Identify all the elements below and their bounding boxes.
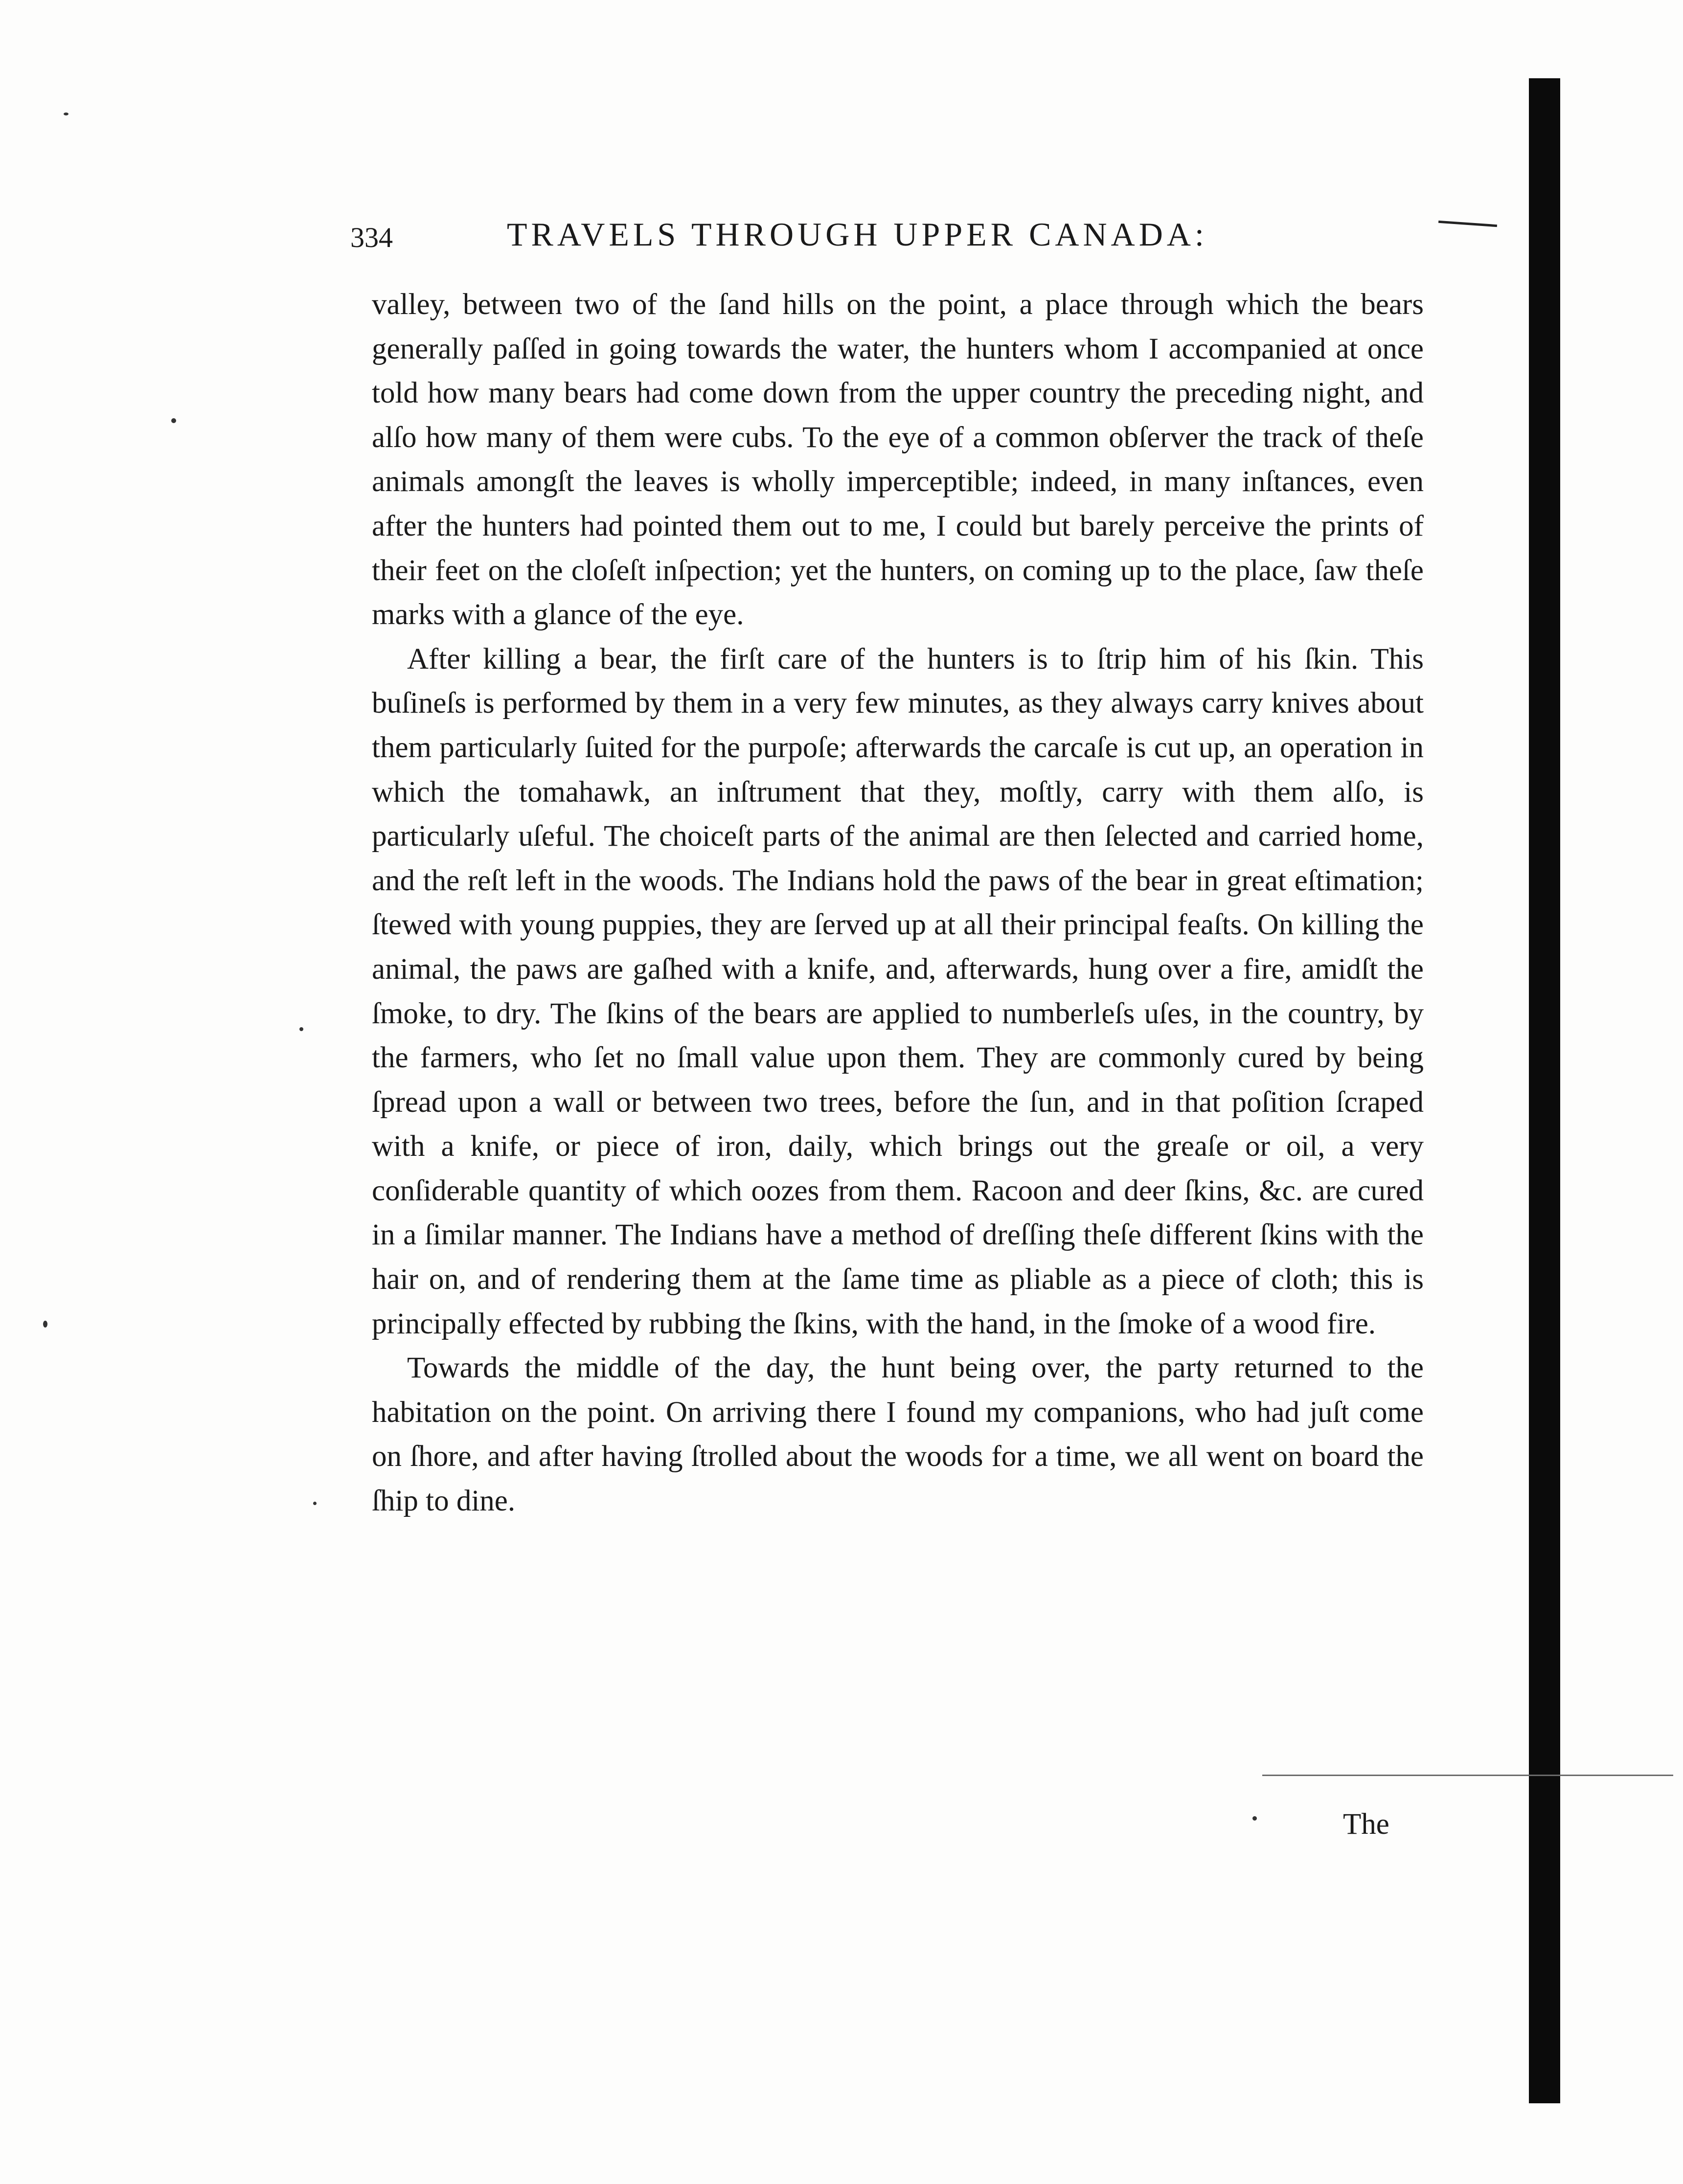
ink-speck xyxy=(43,1321,47,1328)
page-number: 334 xyxy=(350,222,393,253)
paragraph-1: valley, between two of the ſand hills on the point, a place through which the bears generally paſſed in going towards the water, the hunters whom I accompanied at once told how many bears had come down from the upper country the preceding night, and alſo how many of them were cubs. To the eye of a common obſerver the track of theſe animals amongſt the leaves is wholly imperceptible; indeed, in many inſtances, even after the hunters had pointed them out to me, I could but barely perceive the prints of their feet on the cloſeſt inſpection; yet the hunters, on coming up to the place, ſaw theſe marks with a glance of the eye. xyxy=(372,288,1424,631)
page-header xyxy=(350,215,1446,269)
ink-speck xyxy=(64,113,68,115)
scan-rule-line xyxy=(1262,1775,1673,1776)
header-dash-mark xyxy=(1438,221,1497,227)
paragraph-2: After killing a bear, the firſt care of the hunters is to ſtrip him of his ſkin. This buſineſs is performed by them in a very few minutes, as they always carry knives about them particularly ſuited for the purpoſe; afterwards the carcaſe is cut up, an operation in which the tomahawk, an inſtrument that they, moſtly, carry with them alſo, is particularly uſeful. The choiceſt parts of the animal are then ſelected and carried home, and the reſt left in the woods. The Indians hold the paws of the bear in great eſtimation; ſtewed with young puppies, they are ſerved up at all their principal feaſts. On killing the animal, the paws are gaſhed with a knife, and, afterwards, hung over a fire, amidſt the ſmoke, to dry. The ſkins of the bears are applied to numberleſs uſes, in the country, by the farmers, who ſet no ſmall value upon them. They are commonly cured by being ſpread upon a wall or between two trees, before the ſun, and in that poſition ſcraped with a knife, or piece of iron, daily, which brings out the greaſe or oil, a very conſiderable quantity of which oozes from them. Racoon and deer ſkins, &c. are cured in a ſimilar manner. The Indians have a method of dreſſing theſe different ſkins with the hair on, and of rendering them at the ſame time as pliable as a piece of cloth; this is principally effected by rubbing the ſkins, with the hand, in the ſmoke of a wood fire. xyxy=(372,642,1424,1340)
catchword: The xyxy=(1343,1808,1389,1841)
body-text xyxy=(372,283,1424,1524)
ink-speck xyxy=(171,418,176,423)
ink-speck xyxy=(313,1502,317,1505)
scan-gutter-shadow xyxy=(1529,78,1560,2103)
paragraph-3: Towards the middle of the day, the hunt being over, the party returned to the habitation on the point. On arriving there I found my companions, who had juſt come on ſhore, and after having ſtrolled about the woods for a time, we all went on board the ſhip to dine. xyxy=(372,1351,1424,1518)
ink-speck xyxy=(299,1027,303,1031)
ink-speck xyxy=(1252,1816,1257,1821)
running-head: TRAVELS THROUGH UPPER CANADA: xyxy=(507,216,1208,253)
